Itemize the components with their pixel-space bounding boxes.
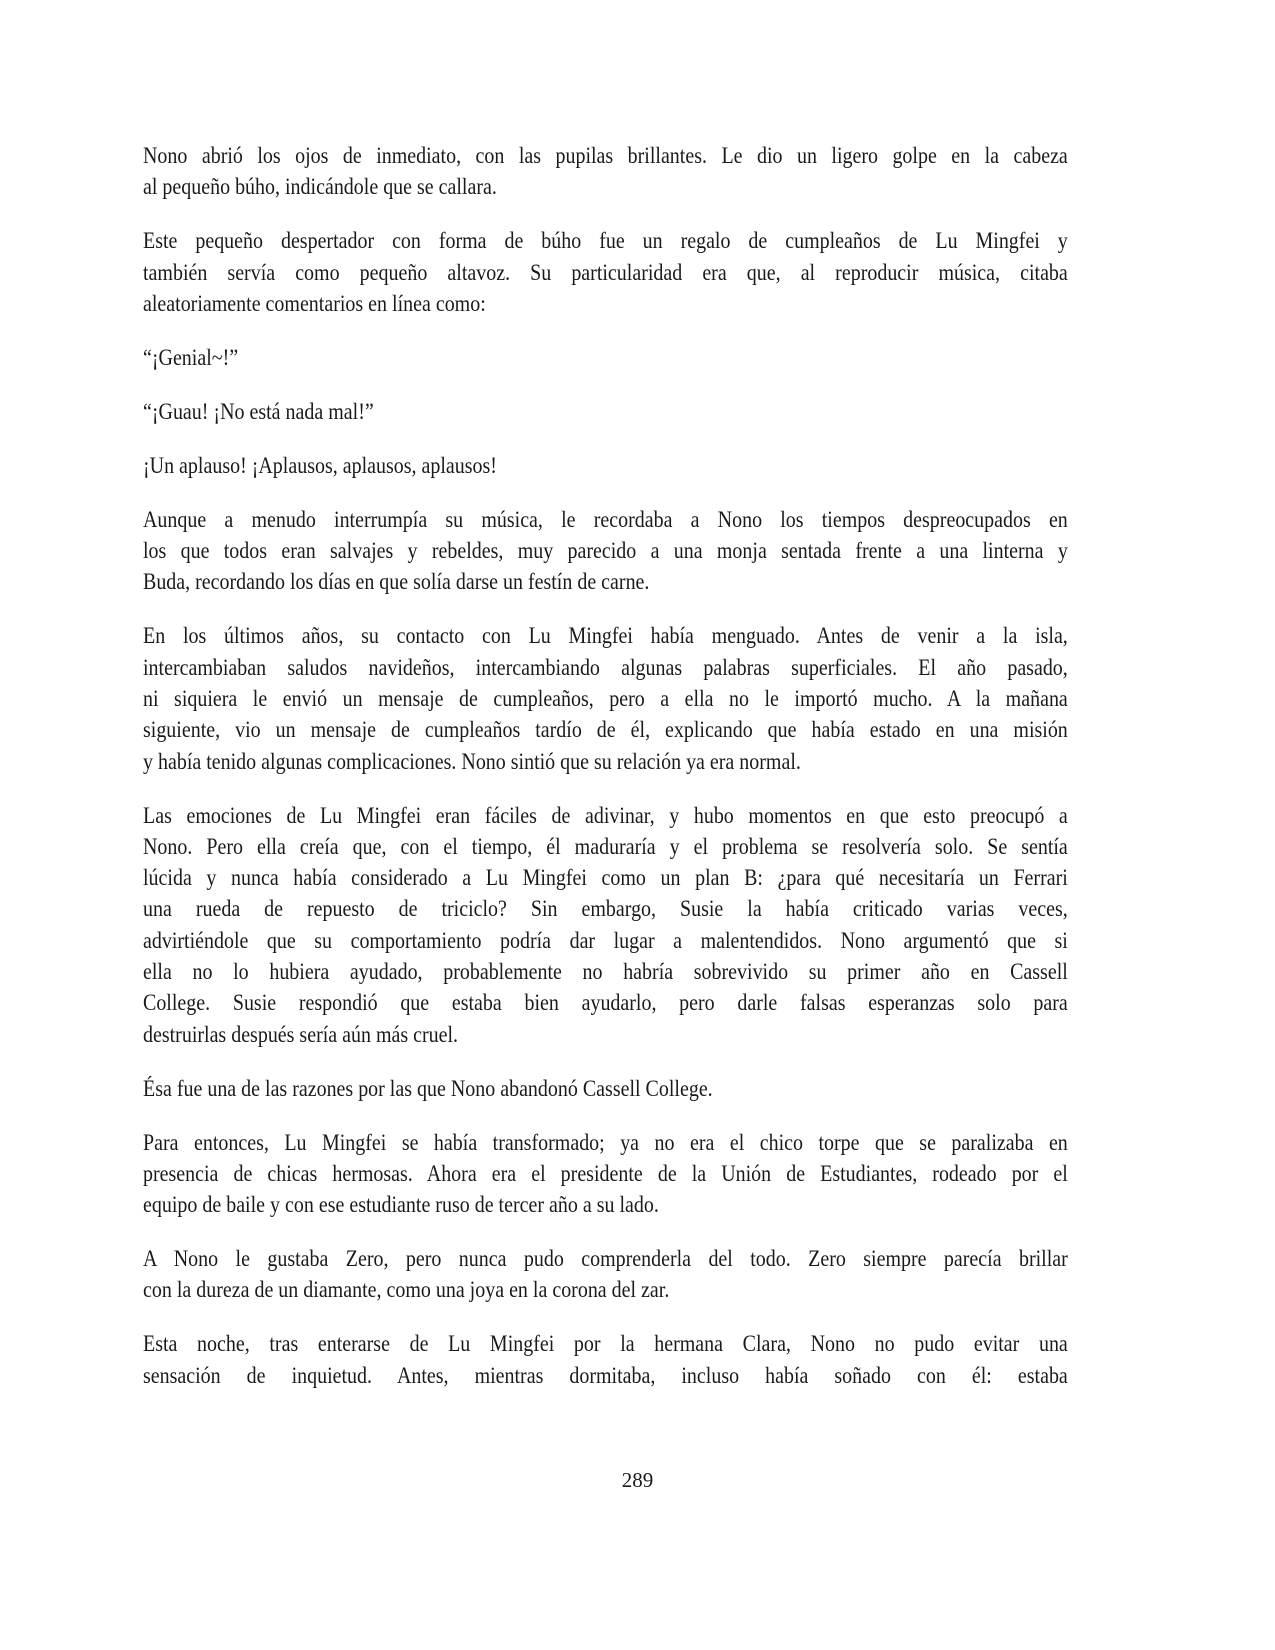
text-line: destruirlas después sería aún más cruel. [143,1021,459,1048]
paragraph [143,343,1068,374]
page-number: 289 [621,1468,654,1492]
text-line: aleatoriamente comentarios en línea como: [143,290,486,317]
paragraph [143,1128,1068,1222]
text-line: ella no lo hubiera ayudado, probablemente no habría sobrevivido su primer año en Cassell [143,959,1068,986]
paragraph [143,451,1068,482]
text-line: sensación de inquietud. Antes, mientras dormitaba, incluso había soñado con él: estaba [143,1362,1068,1389]
paragraph [143,397,1068,428]
text-line: “¡Guau! ¡No está nada mal!” [143,398,374,425]
text-line: equipo de baile y con ese estudiante ruso de tercer año a su lado. [143,1192,659,1219]
text-line: ni siquiera le envió un mensaje de cumpleaños, pero a ella no le importó mucho. A la mañana [143,685,1068,712]
text-line: ¡Un aplauso! ¡Aplausos, aplausos, aplausos! [143,452,497,479]
text-line: advirtiéndole que su comportamiento podría dar lugar a malentendidos. Nono argumentó que si [143,927,1068,954]
body-text [143,141,1068,1415]
text-line: “¡Genial~!” [143,344,239,371]
paragraph [143,1074,1068,1105]
text-line: Las emociones de Lu Mingfei eran fáciles de adivinar, y hubo momentos en que esto preocupó a [143,802,1068,829]
text-line: una rueda de repuesto de triciclo? Sin embargo, Susie la había criticado varias veces, [143,896,1068,923]
paragraph [143,801,1068,1051]
text-line: College. Susie respondió que estaba bien ayudarlo, pero darle falsas esperanzas solo para [143,990,1068,1017]
paragraph [143,505,1068,599]
paragraph [143,1329,1068,1392]
text-line: Nono abrió los ojos de inmediato, con las pupilas brillantes. Le dio un ligero golpe en la cabeza [143,143,1068,169]
paragraph [143,226,1068,320]
paragraph [143,141,1068,204]
paragraph [143,1244,1068,1307]
text-line: intercambiaban saludos navideños, intercambiando algunas palabras superficiales. El año pasado, [143,654,1068,681]
paragraph [143,621,1068,777]
text-line: Ésa fue una de las razones por las que Nono abandonó Cassell College. [143,1075,713,1102]
text-line: Nono. Pero ella creía que, con el tiempo, él maduraría y el problema se resolvería solo. Se sentía [143,833,1068,860]
text-line: al pequeño búho, indicándole que se callara. [143,174,497,201]
text-line: Buda, recordando los días en que solía darse un festín de carne. [143,569,650,596]
text-line: Esta noche, tras enterarse de Lu Mingfei por la hermana Clara, Nono no pudo evitar una [143,1331,1068,1358]
text-line: Aunque a menudo interrumpía su música, le recordaba a Nono los tiempos despreocupados en [143,506,1068,533]
text-line: Este pequeño despertador con forma de búho fue un regalo de cumpleaños de Lu Mingfei y [143,228,1068,255]
text-line: siguiente, vio un mensaje de cumpleaños tardío de él, explicando que había estado en una misión [143,717,1068,744]
text-line: En los últimos años, su contacto con Lu Mingfei había menguado. Antes de venir a la isla, [143,623,1068,650]
text-line: Para entonces, Lu Mingfei se había transformado; ya no era el chico torpe que se paralizaba en [143,1129,1068,1156]
text-line: lúcida y nunca había considerado a Lu Mingfei como un plan B: ¿para qué necesitaría un Ferrari [143,865,1068,892]
text-line: y había tenido algunas complicaciones. Nono sintió que su relación ya era normal. [143,748,801,775]
text-line: los que todos eran salvajes y rebeldes, muy parecido a una monja sentada frente a una linterna y [143,538,1068,565]
text-line: presencia de chicas hermosas. Ahora era el presidente de la Unión de Estudiantes, rodeado por el [143,1160,1068,1187]
text-line: también servía como pequeño altavoz. Su particularidad era que, al reproducir música, citaba [143,259,1068,286]
text-line: A Nono le gustaba Zero, pero nunca pudo comprenderla del todo. Zero siempre parecía brillar [143,1246,1068,1273]
text-line: con la dureza de un diamante, como una joya en la corona del zar. [143,1277,670,1304]
